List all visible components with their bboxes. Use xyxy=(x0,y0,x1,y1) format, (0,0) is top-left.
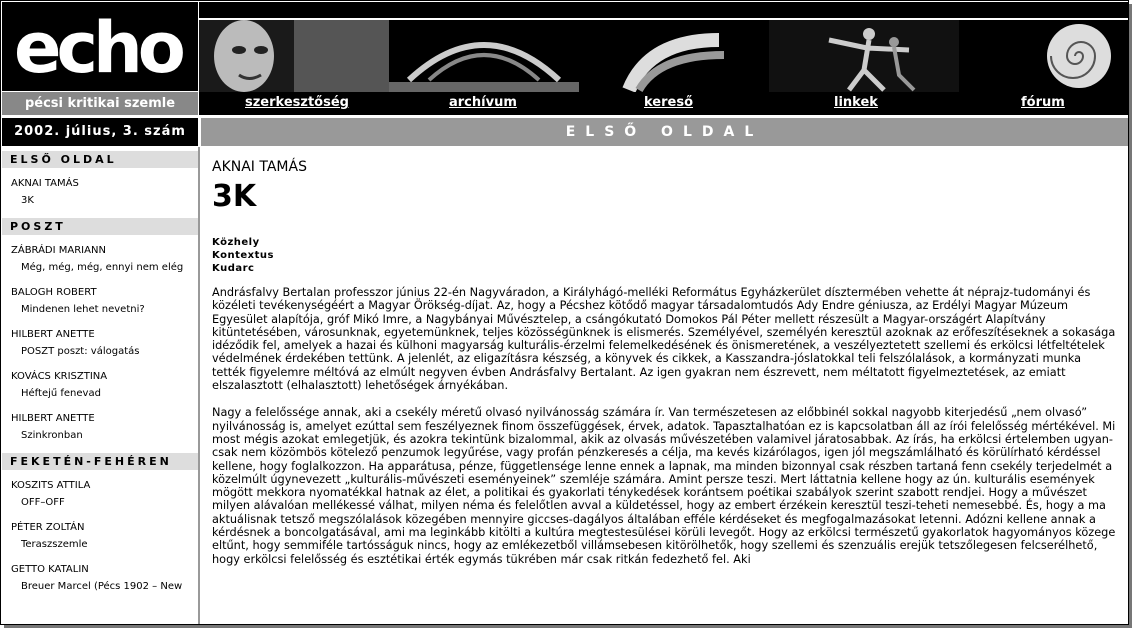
article-tag: Kudarc xyxy=(212,263,255,274)
nav-archivum[interactable]: archívum xyxy=(449,95,517,110)
nav-linkek[interactable]: linkek xyxy=(834,95,878,110)
sidebar-entry-title[interactable]: Mindenen lehet nevetni? xyxy=(21,304,145,315)
sidebar-entry-author: KOSZITS ATTILA xyxy=(11,480,91,491)
sidebar-entry[interactable] xyxy=(2,273,198,315)
sidebar-entry[interactable] xyxy=(2,470,198,508)
site-subtitle: pécsi kritikai szemle xyxy=(2,92,198,115)
article-author: AKNAI TAMÁS xyxy=(212,159,307,175)
nav-forum[interactable]: fórum xyxy=(1021,95,1065,110)
logo[interactable] xyxy=(2,2,198,91)
sidebar-entry-author: HILBERT ANETTE xyxy=(11,413,95,424)
article-tags xyxy=(212,236,1117,275)
article-tag: Közhely xyxy=(212,237,260,248)
sidebar-entry-author: GETTO KATALIN xyxy=(11,564,89,575)
logo-text: echo xyxy=(14,7,181,89)
sidebar-entry-title[interactable]: POSZT poszt: válogatás xyxy=(21,346,140,357)
sidebar-entry[interactable] xyxy=(2,168,198,206)
sidebar-section-poszt[interactable]: POSZT xyxy=(2,218,198,235)
article-paragraph: Andrásfalvy Bertalan professzor június 22-én Nagyváradon, a Királyhágó-melléki Református Egyházkerület dísztermében vehette át néprajz-tudományi és közéleti tevékenységéért a Magyar Örökség-díjat. Az, hogy a Pécshez kötődő magyar társadalomtudós Ady Endre géniusza, az Erdélyi Magyar Múzeum Egyesület alapítója, gróf Mikó Imre, a Nagybányai Művésztelep, a csángókutató Domokos Pál Péter mellett részesült a Magyar-országért Alapítvány kitüntetésében, városunknak, egyetemünknek, teljes közösségünknek is elismerés. Személyével, személyén keresztül azoknak az erőfeszítéseknek a sokasága idéződik fel, amelyek a hazai és külhoni magyarság kulturális-érzelmi felemelkedésének és önismeretének, a veszélyeztetett szellemi és erkölcsi létfeltételek védelmének érdekében tettünk. A jelenlét, az eligazításra készség, a könyvek és cikkek, a Kasszandra-jóslatokkal teli felszólalások, a kormányzati munka tették figyelemre méltóvá az elmúlt negyven évben Andrásfalvy Bertalant. Az igen gyakran nem észrevett, nem méltatott figyelmeztetések, az emiatt elszalasztott (elhalasztott) lehetőségek árnyékában. xyxy=(212,286,1116,393)
sidebar-entry[interactable] xyxy=(2,399,198,441)
issue-label: 2002. július, 3. szám xyxy=(2,118,198,146)
sidebar-entry-author: AKNAI TAMÁS xyxy=(11,178,79,189)
banner-top-strip xyxy=(199,2,1128,20)
article-paragraph: Nagy a felelőssége annak, aki a csekély méretű olvasó nyilvánosság számára ír. Van természetesen az előbbinél sokkal nagyobb kiterjedésű „nem olvasó” nyilvánosság is, amelyet ezúttal sem feszélyeznek finom összefüggések, érvek, adatok. Tapasztalhatóan ez is kapcsolatban áll az írói felelősség mértékével. Mi most mégis azokat emlegetjük, és azokra tekintünk bizalommal, akik az olvasás művészetében valamivel járatosabbak. Az írás, ha erkölcsi értelemben ugyan-csak nem közömbös kötelező penzumok legyűrése, vagy profán pénzkeresés a célja, ma kevés kizárólagos, igen jól megszámlálható és körülírható kérdéssel kellene, hogy foglalkozzon. Ha apparátusa, pénze, függetlensége lenne ennek a lapnak, ma minden bizonnyal csak részben tartaná fenn csekély terjedelmét a közelmúlt úgynevezett „kulturális-művészeti eseményeinek” szemléje számára. Amint persze teszi. Mert láttatnia kellene hogy az ún. kulturális események mögött mekkora nyomatékkal hatnak az élet, a politikai és gyakorlati ténykedések korántsem poétikai szabályok szerint szabott rendjei. Hogy a művészet milyen alávalóan mellékessé válhat, milyen néma és felelőtlen avval a küldetéssel, hogy az embert érzékein keresztül teszi-teheti nemesebbé. És, hogy a ma aktuálisnak tetsző megszólalások közegében mennyire giccses-dagályos általában efféle kérdéseket és megfogalmazásokat letenni. Adózni kellene annak a kérdésnek a boncolgatásával, ami ma leginkább kitölti a kultúra megtestesülései körüli levegőt. Hogy az erkölcsi természetű gyakorlatok hagyományos közege eltűnt, hogy semmiféle tartósságuk nincs, hogy az emlékezetből villámsebesen kitörölhetők, hogy szellemi és szenzuális erejük tetszőlegesen felcserélhető, hogy erkölcsi felelősség és esztétikai érték egymás tükrében már csak ritkán fedezhető fel. Aki xyxy=(212,406,1116,566)
sidebar-entry-title[interactable]: Még, még, még, ennyi nem elég xyxy=(21,262,184,273)
sidebar-entry-author: BALOGH ROBERT xyxy=(11,287,97,298)
architecture-photo-icon xyxy=(389,20,579,92)
banner-photos xyxy=(199,20,1128,92)
sidebar-entry-title[interactable]: Szinkronban xyxy=(21,430,83,441)
face-photo-icon xyxy=(199,20,389,92)
article-tag: Kontextus xyxy=(212,250,274,261)
nav-szerkesztoseg[interactable]: szerkesztőség xyxy=(245,95,349,110)
sidebar-section-elso-oldal[interactable]: ELSŐ OLDAL xyxy=(2,151,198,168)
sidebar-entry[interactable] xyxy=(2,235,198,273)
sidebar-entry-author: PÉTER ZOLTÁN xyxy=(11,522,85,533)
nav-kereso[interactable]: kereső xyxy=(644,95,694,110)
sidebar-entry-author: ZÁBRÁDI MARIANN xyxy=(11,245,106,256)
sidebar-entry-title[interactable]: 3K xyxy=(21,195,34,206)
sidebar xyxy=(2,147,200,625)
sidebar-entry-title[interactable]: Héftejű fenevad xyxy=(21,388,101,399)
sculpture-photo-icon xyxy=(579,20,769,92)
sidebar-entry-author: HILBERT ANETTE xyxy=(11,329,95,340)
nautilus-photo-icon xyxy=(959,20,1128,92)
article-title: 3K xyxy=(212,179,257,214)
sidebar-entry[interactable] xyxy=(2,357,198,399)
main-section-header: ELSŐ OLDAL xyxy=(201,118,1128,146)
sidebar-entry-title[interactable]: OFF–OFF xyxy=(21,497,65,508)
sidebar-entry[interactable] xyxy=(2,315,198,357)
article xyxy=(212,159,1117,566)
sidebar-entry[interactable] xyxy=(2,508,198,550)
main-nav xyxy=(199,92,1128,115)
header-banner xyxy=(199,2,1128,92)
sidebar-entry-author: KOVÁCS KRISZTINA xyxy=(11,371,108,382)
sidebar-entry-title[interactable]: Teraszszemle xyxy=(21,539,88,550)
sidebar-section-feketen-feheren[interactable]: FEKETÉN-FEHÉREN xyxy=(2,453,198,470)
dancers-photo-icon xyxy=(769,20,959,92)
sidebar-entry-title[interactable]: Breuer Marcel (Pécs 1902 – New xyxy=(21,581,183,592)
sidebar-entry[interactable] xyxy=(2,550,198,592)
